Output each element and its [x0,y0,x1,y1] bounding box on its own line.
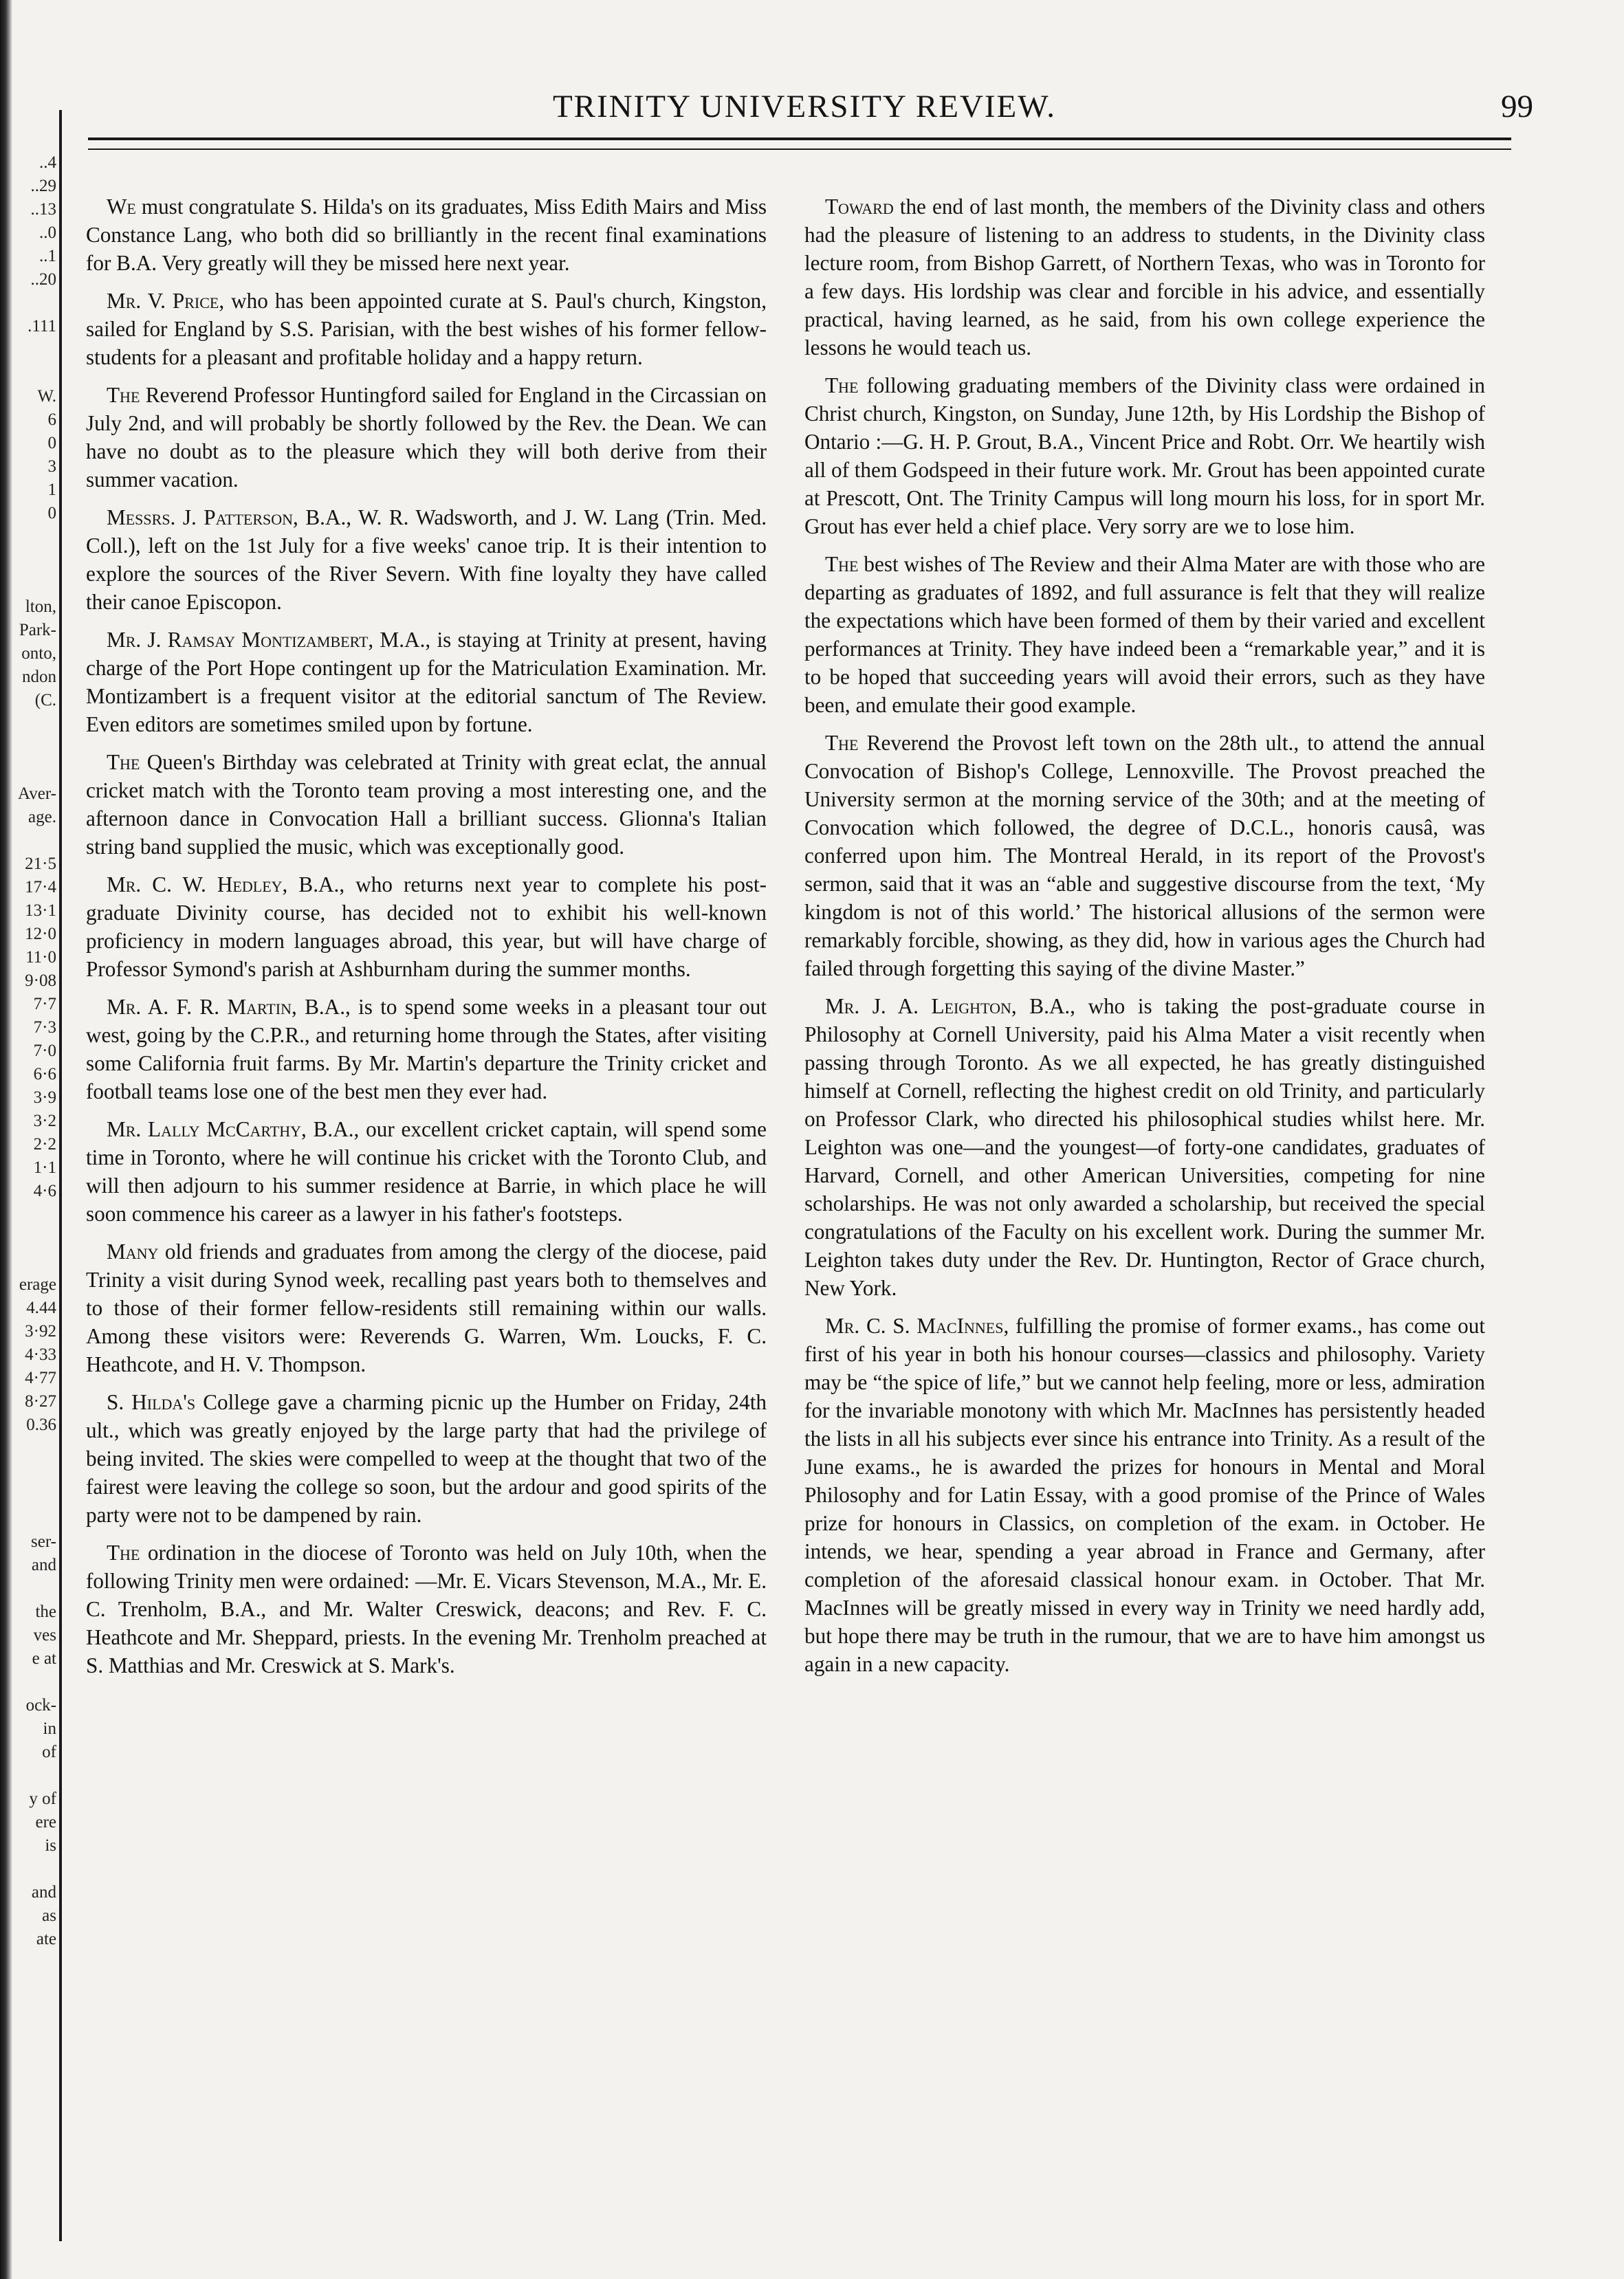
paragraph-text: ordination in the diocese of Toronto was held on July 10th, when the following Trinity men were ordained: —Mr. E. Vicars Stevenson, M.A., Mr. E. C. Trenholm, B.A., and Mr. Walter Creswick, deacons; and Rev. F. C. Heathcote and Mr. Sheppard, priests. In the evening Mr. Trenholm preached at S. Matthias and Mr. Creswick at S. Mark's. [86,1541,767,1677]
margin-fragment: 3·92 [25,1322,56,1341]
paragraph-text: B.A., W. R. Wadsworth, and J. W. Lang (Trin. Med. Coll.), left on the 1st July for a five weeks' canoe trip. It is their intention to explore the sources of the River Severn. With fine loyalty they have called their canoe Episcopon. [86,505,767,614]
margin-fragment: as [42,1906,56,1925]
header-double-rule [88,137,1511,150]
margin-fragment: ere [35,1813,56,1831]
margin-fragment: in [43,1719,56,1738]
paragraph-lead-words: Mr. Lally McCarthy, [107,1117,307,1141]
paragraph-text: B.A., who is taking the post-graduate course in Philosophy at Cornell University, paid his Alma Mater a visit recently when passing through Toronto. As we all expected, he has greatly distinguished himself at Cornell, reflecting the highest credit on old Trinity, and particularly on Professor Clark, who directed his philosophical studies whilst here. Mr. Leighton was one—and the youngest—of forty-one candidates, graduates of Harvard, Cornell, and other American Universities, competing for nine scholarships. He was not only awarded a scholarship, but received the special congratulations of the Faculty on his excellent work. During the summer Mr. Leighton takes duty under the Rev. Dr. Huntington, Rector of Grace church, New York. [804,994,1486,1300]
paragraph-lead-words: The [107,750,140,774]
paragraph-text: B.A., who returns next year to complete his post-graduate Divinity course, has decided not to exhibit his well-known proficiency in modern languages abroad, this year, but will have charge of Professor Symond's parish at Ashburnham during the summer months. [86,872,767,981]
margin-fragment: 8·27 [25,1392,56,1411]
margin-fragment: 0 [47,504,56,522]
left-paragraph-6 [86,748,767,861]
margin-fragment: W. [37,387,56,406]
paragraph-lead-words: Mr. C. S. MacInnes, [825,1314,1009,1338]
right-paragraph-5 [804,992,1485,1302]
margin-fragment: 9·08 [25,971,56,990]
margin-fragment: 4·6 [33,1182,56,1200]
margin-fragment [0,1507,63,1530]
left-paragraph-3 [86,381,767,494]
margin-column-rule [59,110,62,2241]
margin-fragment: 3 [47,457,56,476]
paragraph-text: old friends and graduates from among the clergy of the diocese, paid Trinity a visit during Synod week, recalling past years both to themselves and to those of their former fellow-residents still remaining within our walls. Among these visitors were: Reverends G. Warren, Wm. Loucks, F. C. Heathcote, and H. V. Thompson. [86,1240,767,1376]
left-paragraph-5 [86,626,767,738]
paragraph-text: the end of last month, the members of the Divinity class and others had the pleasure of listening to an address to students, in the Divinity class lecture room, from Bishop Garrett, of Northern Texas, who was in Toronto for a few days. His lordship was clear and forcible in his advice, and essentially practical, having learned, as he said, from his own college experience the lessons he would teach us. [804,195,1485,360]
paragraph-lead-words: The [107,383,140,407]
paragraph-text: best wishes of The Review and their Alma Mater are with those who are departing as graduates of 1892, and full assurance is felt that they will realize the expectations which have been formed of them by their varied and excellent performances at Trinity. They have indeed been a “remarkable year,” and it is to be hoped that succeeding years will avoid their errors, such as they have been, and emulate their good example. [804,552,1485,717]
margin-fragment: e at [32,1649,56,1668]
margin-fragment [0,736,63,759]
paragraph-lead-words: Toward [825,195,894,219]
margin-fragment: 1 [47,481,56,499]
paragraph-text: Reverend the Provost left town on the 28th ult., to attend the annual Convocation of Bishop's College, Lennoxville. The Provost preached the University sermon at the morning service of the 30th; and at the meeting of Convocation which followed, the degree of D.C.L., honoris causâ, was conferred upon him. The Montreal Herald, in its report of the Provost's sermon, said that it was an “able and suggestive discourse from the text, ‘My kingdom is not of this world.’ The historical allusions of the sermon were remarkably forcible, showing, as they did, how in various ages the Church had failed through forgetting this saying of the divine Master.” [804,731,1485,980]
page-number: 99 [1501,89,1533,124]
right-paragraph-1 [804,192,1485,362]
margin-fragment: ..1 [39,247,56,265]
margin-fragment [0,549,63,572]
left-paragraph-4 [86,503,767,616]
margin-fragment: 4·33 [25,1345,56,1364]
margin-fragment: 0 [47,434,56,452]
margin-fragment [0,338,63,362]
margin-fragment: Aver- [18,784,56,803]
margin-fragment: 4·77 [25,1369,56,1387]
paragraph-text: who has been appointed curate at S. Paul's church, Kingston, sailed for England by S.S. Parisian, with the best wishes of his former fellow-students for a pleasant and profitable holiday and a happy return. [86,289,767,369]
margin-fragment: .111 [28,317,56,335]
margin-fragment [0,1437,63,1460]
margin-fragment: and [31,1556,56,1574]
margin-fragment: 6·6 [33,1065,56,1083]
margin-fragment: ..13 [30,200,56,219]
margin-fragment [0,572,63,595]
margin-fragment: 3·2 [33,1112,56,1130]
left-paragraph-7 [86,870,767,983]
margin-fragment [0,1764,63,1787]
margin-fragment [0,1460,63,1484]
paragraph-lead-words: S. Hilda's [107,1390,196,1414]
paragraph-text: College gave a charming picnic up the Humber on Friday, 24th ult., which was greatly enjoyed by the large party that had the privilege of being invited. The skies were compelled to weep at the thought that two of the fairest were leaving the college so soon, but the ardour and good spirits of the party were not to be dampened by rain. [86,1390,767,1527]
paragraph-text: following graduating members of the Divinity class were ordained in Christ church, Kingston, on Sunday, June 12th, by His Lordship the Bishop of Ontario :—G. H. P. Grout, B.A., Vincent Price and Robt. Orr. We heartily wish all of them Godspeed in their future work. Mr. Grout has been appointed curate at Prescott, Ont. The Trinity Campus will long mourn his loss, for in sport Mr. Grout has ever held a chief place. Very sorry are we to lose him. [804,373,1485,538]
margin-fragment: ndon [22,668,56,686]
paragraph-text: Reverend Professor Huntingford sailed for England in the Circassian on July 2nd, and will probably be shortly followed by the Rev. the Dean. We can have no doubt as to the pleasure which they will both derive from their summer vacation. [86,383,767,492]
adjacent-page-margin-fragments [0,151,63,2214]
margin-fragment: 21·5 [25,855,56,873]
paragraph-lead-words: Mr. J. A. Leighton, [825,994,1017,1018]
margin-fragment: 11·0 [25,948,56,967]
left-paragraph-10 [86,1237,767,1378]
margin-fragment: of [42,1743,56,1761]
right-paragraph-6 [804,1312,1485,1678]
margin-fragment: 4.44 [26,1299,56,1317]
margin-fragment: Park- [19,621,56,639]
paragraph-lead-words: Mr. J. Ramsay Montizambert, [107,628,374,652]
margin-fragment [0,1577,63,1600]
right-text-column [804,192,1485,1688]
margin-fragment: 17·4 [25,878,56,896]
paragraph-lead-words: Mr. C. W. Hedley, [107,872,288,896]
margin-fragment [0,712,63,736]
margin-fragment: 0.36 [26,1416,56,1434]
paragraph-lead-words: Mr. V. Price, [107,289,225,313]
margin-fragment: erage [19,1275,56,1294]
paragraph-text: Queen's Birthday was celebrated at Trinity with great eclat, the annual cricket match with the Toronto team proving a most interesting one, and the afternoon dance in Convocation Hall a brilliant success. Glionna's Italian string band supplied the music, which was exceptionally good. [86,750,767,859]
paragraph-text: fulfilling the promise of former exams., has come out first of his year in both his honour courses—classics and philosophy. Variety may be “the spice of life,” but we cannot help feeling, more or less, admiration for the invariable monotony with which Mr. MacInnes has persistently headed the lists in all his subjects ever since his entrance into Trinity. As a result of the June exams., he is awarded the prizes for honours in Mental and Moral Philosophy and for Latin Essay, with a good promise of the Prince of Wales prize for honours in Classics, on completion of the exam. in October. He intends, we hear, spending a year abroad in France and Germany, after completion of the aforesaid classical honour exam. in October. That Mr. MacInnes will be greatly missed in every way in Trinity we need hardly add, but hope there may be truth in the rumour, that we are to have him amongst us again in a new capacity. [804,1314,1485,1676]
right-paragraph-4 [804,729,1485,982]
left-paragraph-12 [86,1539,767,1680]
margin-fragment [0,1671,63,1694]
margin-fragment [0,1484,63,1507]
left-paragraph-8 [86,993,767,1105]
margin-fragment: lton, [25,597,56,616]
right-paragraph-2 [804,371,1485,540]
margin-fragment: age. [28,808,56,826]
left-text-column [86,192,767,1689]
margin-fragment: ves [33,1626,56,1644]
paragraph-text: B.A., is to spend some weeks in a pleasant tour out west, going by the C.P.R., and returning home through the States, after visiting some California fruit farms. By Mr. Martin's departure the Trinity cricket and football teams lose one of the best men they ever had. [86,995,767,1103]
margin-fragment: and [31,1883,56,1902]
margin-fragment: ser- [31,1532,56,1551]
paragraph-text: M.A., is staying at Trinity at present, having charge of the Port Hope contingent up for the Matriculation Examination. Mr. Montizambert is a frequent visitor at the editorial sanctum of The Review. Even editors are sometimes smiled upon by fortune. [86,628,767,736]
left-paragraph-2 [86,287,767,371]
margin-fragment: ate [36,1930,56,1948]
margin-fragment [0,759,63,782]
margin-fragment: 6 [47,410,56,429]
margin-fragment [0,1203,63,1226]
paragraph-lead-words: We [107,195,136,219]
margin-fragment: 12·0 [25,925,56,943]
margin-fragment: ..0 [39,223,56,242]
paragraph-text: must congratulate S. Hilda's on its graduates, Miss Edith Mairs and Miss Constance Lang, who both did so brilliantly in the recent final examinations for B.A. Very greatly will they be missed here next year. [86,195,767,275]
margin-fragment [0,525,63,549]
margin-fragment: 1·1 [33,1158,56,1177]
margin-fragment [0,829,63,852]
margin-fragment: onto, [21,644,56,663]
margin-fragment [0,1226,63,1250]
paragraph-lead-words: The [825,373,859,397]
paragraph-text: B.A., our excellent cricket captain, will spend some time in Toronto, where he will continue his cricket with the Toronto Club, and will then adjourn to his summer residence at Barrie, in which place he will soon commence his career as a lawyer in his father's footsteps. [86,1117,767,1226]
margin-fragment: 2·2 [33,1135,56,1154]
margin-fragment: ..20 [30,270,56,289]
paragraph-lead-words: Mr. A. F. R. Martin, [107,995,297,1019]
paragraph-lead-words: The [825,552,859,576]
margin-fragment [0,1858,63,1881]
running-header-title: TRINITY UNIVERSITY REVIEW. [552,89,1057,124]
paragraph-lead-words: Many [107,1240,159,1264]
margin-fragment: 3·9 [33,1088,56,1107]
right-paragraph-3 [804,550,1485,719]
margin-fragment: ..29 [30,177,56,195]
margin-fragment [0,362,63,385]
margin-fragment: ock- [25,1696,56,1715]
margin-fragment: 7·0 [33,1042,56,1060]
paragraph-lead-words: The [825,731,859,755]
margin-fragment: 7·3 [33,1018,56,1037]
margin-fragment: 7·7 [33,995,56,1013]
left-paragraph-11 [86,1388,767,1529]
left-paragraph-1 [86,192,767,277]
margin-fragment: ..4 [39,153,56,172]
margin-fragment: (C. [34,691,56,709]
margin-fragment [0,1250,63,1273]
left-paragraph-9 [86,1115,767,1228]
margin-fragment: y of [29,1790,56,1808]
paragraph-lead-words: Messrs. J. Patterson, [107,505,298,529]
margin-fragment [0,291,63,315]
paragraph-lead-words: The [107,1541,140,1565]
margin-fragment: the [35,1603,56,1621]
margin-fragment: 13·1 [25,901,56,920]
margin-fragment: is [45,1836,56,1855]
